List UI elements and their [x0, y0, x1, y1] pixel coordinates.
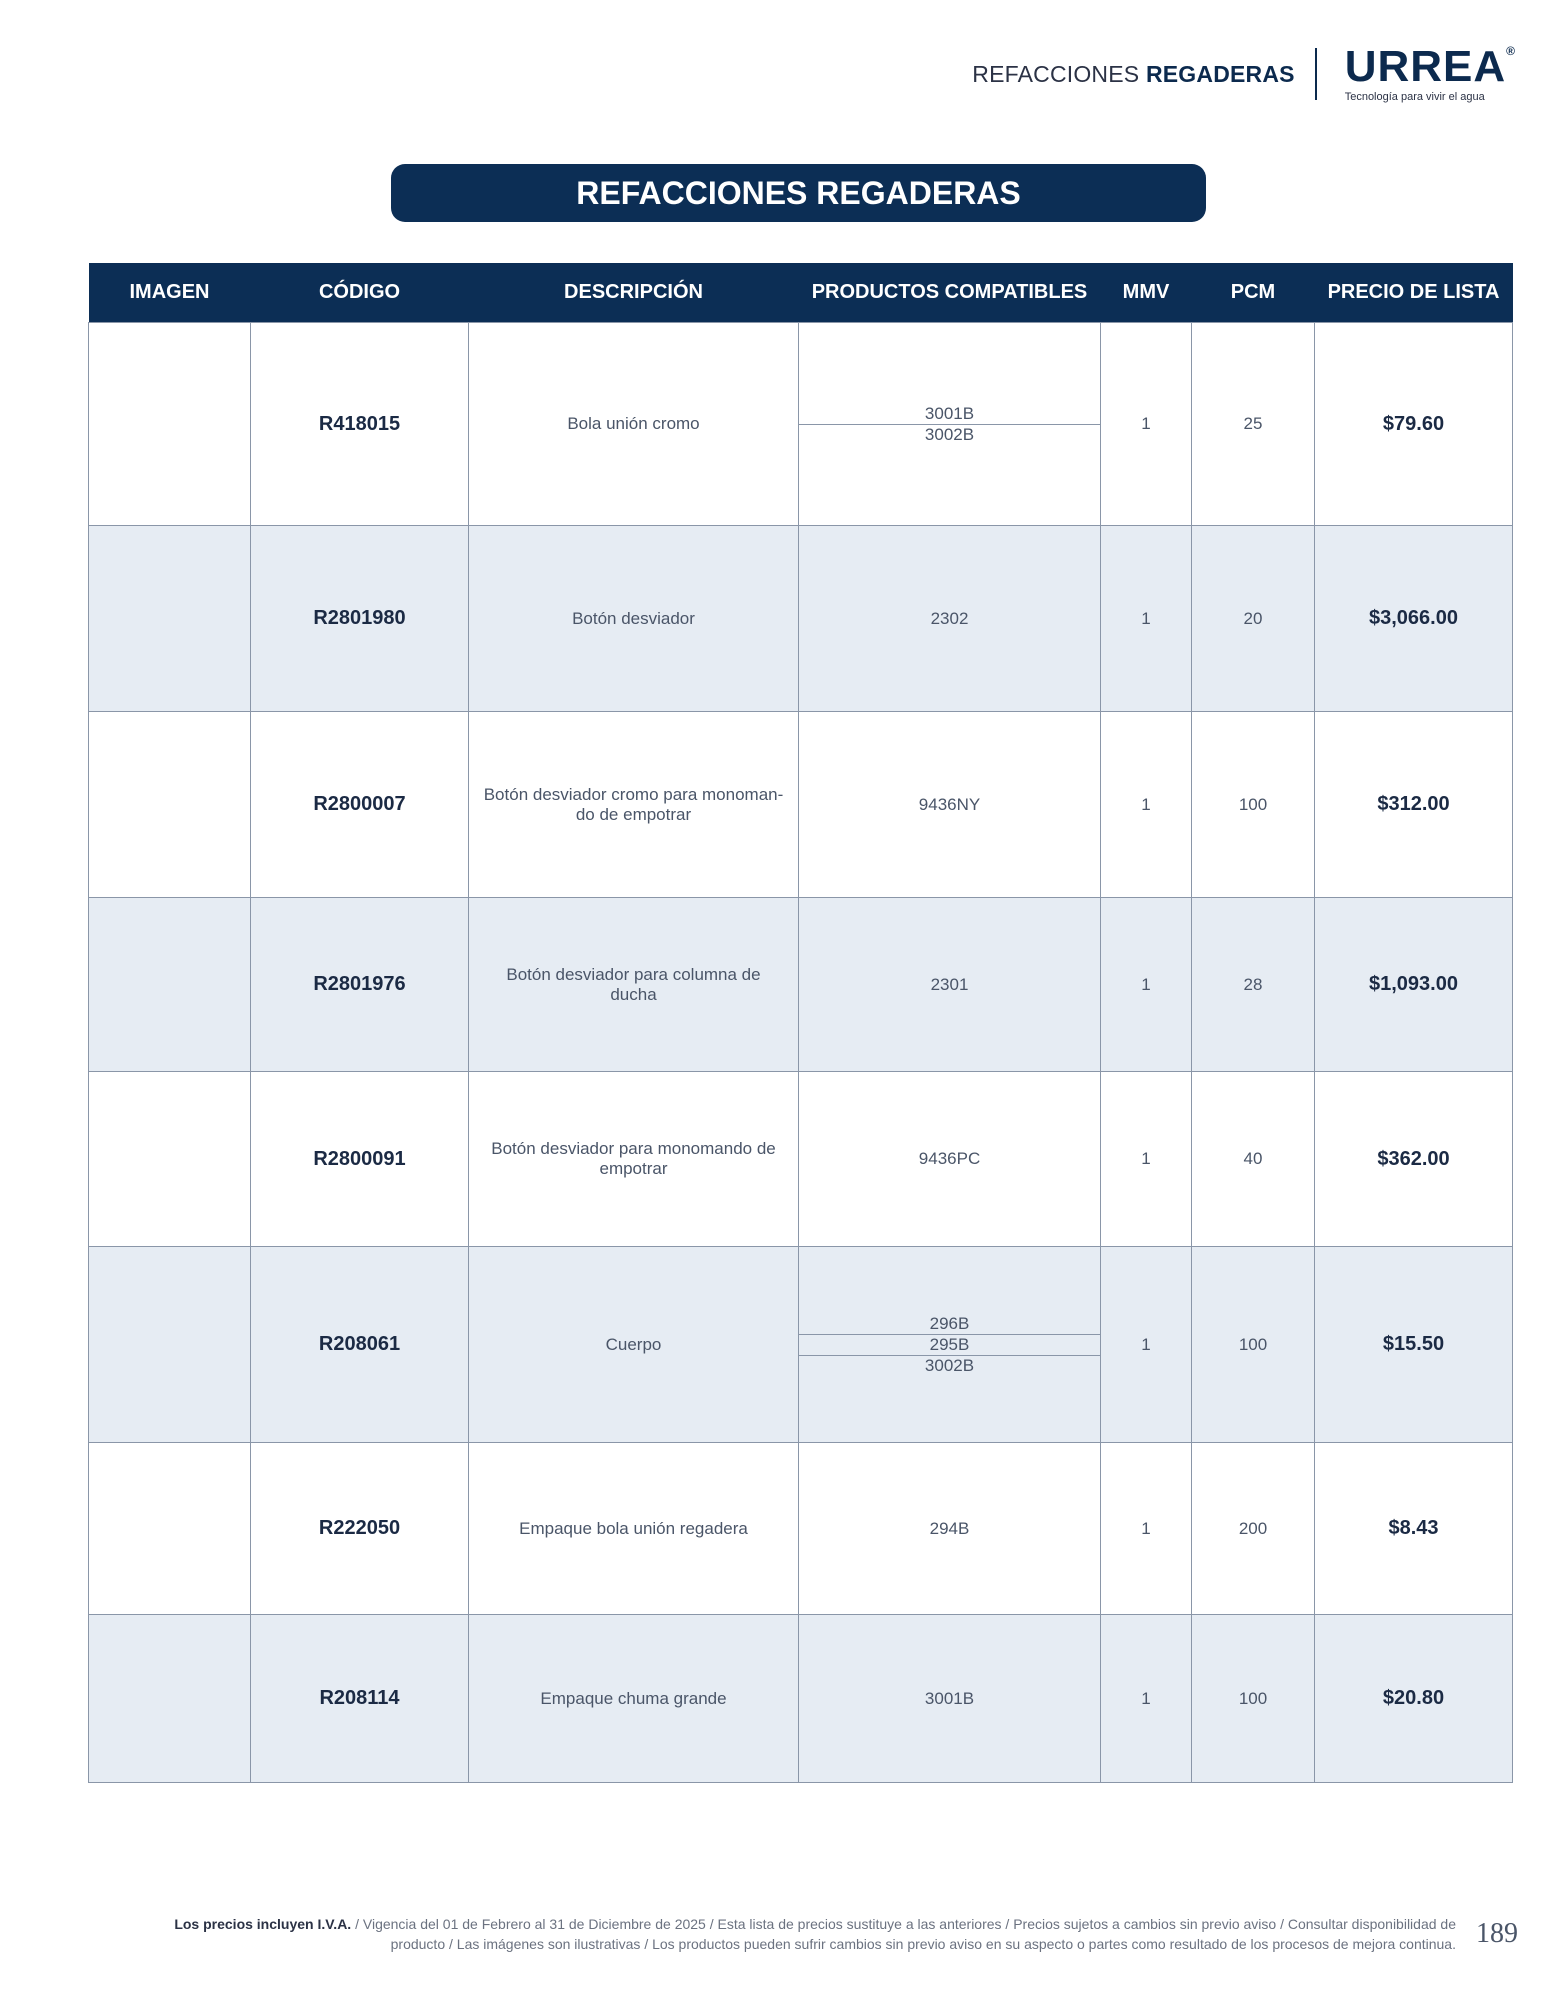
pcm-value: 28 [1192, 898, 1315, 1072]
product-description: Botón desviador para monomando de empotrar [469, 1072, 799, 1247]
logo-wordmark [1344, 42, 1516, 91]
mmv-value: 1 [1101, 323, 1192, 526]
page-header [972, 42, 1516, 103]
pcm-value: 20 [1192, 526, 1315, 712]
image-cell [89, 1615, 251, 1783]
list-price: $3,066.00 [1315, 526, 1513, 712]
product-description: Botón desviador [469, 526, 799, 712]
product-code: R222050 [251, 1443, 469, 1615]
compatible-products [799, 1443, 1101, 1615]
product-code: R2800091 [251, 1072, 469, 1247]
image-cell [89, 526, 251, 712]
list-price: $20.80 [1315, 1615, 1513, 1783]
compatible-product: 3001B [924, 403, 975, 423]
table-row [89, 1443, 1513, 1615]
product-code: R2801976 [251, 898, 469, 1072]
col-header-pcm: PCM [1192, 263, 1315, 323]
compatible-product: 9436PC [918, 1149, 981, 1168]
mmv-value: 1 [1101, 1615, 1192, 1783]
image-cell [89, 1443, 251, 1615]
section-label [972, 61, 1294, 88]
image-cell [89, 1072, 251, 1247]
page-number: 189 [1476, 1918, 1518, 1949]
compatible-product: 2301 [930, 974, 969, 994]
compatible-products [799, 323, 1101, 526]
header-divider [1315, 48, 1317, 100]
table-row [89, 526, 1513, 712]
table-header-row [89, 263, 1513, 323]
product-code: R208114 [251, 1615, 469, 1783]
table-row [89, 898, 1513, 1072]
footer-disclaimer [146, 1914, 1456, 1954]
table-row [89, 712, 1513, 898]
col-header-descripcion: DESCRIPCIÓN [469, 263, 799, 323]
col-header-imagen: IMAGEN [89, 263, 251, 323]
col-header-precio: PRECIO DE LISTA [1315, 263, 1513, 323]
pcm-value: 25 [1192, 323, 1315, 526]
product-code: R2801980 [251, 526, 469, 712]
pcm-value: 100 [1192, 712, 1315, 898]
table-row [89, 1247, 1513, 1443]
logo-tagline: Tecnología para vivir el agua [1344, 91, 1485, 103]
list-price: $15.50 [1315, 1247, 1513, 1443]
urrea-logo [1344, 42, 1516, 103]
table-row [89, 1615, 1513, 1783]
compatible-products [799, 1615, 1101, 1783]
compatible-product: 296B [929, 1313, 970, 1333]
compatible-products [799, 526, 1101, 712]
section-label-bold: REGADERAS [1145, 60, 1295, 87]
compatible-product: 3001B [924, 1688, 975, 1708]
product-description: Cuerpo [469, 1247, 799, 1443]
pcm-value: 100 [1192, 1615, 1315, 1783]
price-table [88, 263, 1513, 1783]
list-price: $362.00 [1315, 1072, 1513, 1247]
product-code: R418015 [251, 323, 469, 526]
compatible-products [799, 898, 1101, 1072]
image-cell [89, 712, 251, 898]
table-row [89, 323, 1513, 526]
list-price: $8.43 [1315, 1443, 1513, 1615]
compatible-products [799, 712, 1101, 898]
pcm-value: 100 [1192, 1247, 1315, 1443]
image-cell [89, 898, 251, 1072]
col-header-productos-compatibles: PRODUCTOS COMPATIBLES [799, 263, 1101, 323]
list-price: $1,093.00 [1315, 898, 1513, 1072]
mmv-value: 1 [1101, 712, 1192, 898]
image-cell [89, 1247, 251, 1443]
table-row [89, 1072, 1513, 1247]
col-header-codigo: CÓDIGO [251, 263, 469, 323]
footer-terms: / Vigencia del 01 de Febrero al 31 de Diciembre de 2025 / Esta lista de precios sustituye a las anteriores / Precios sujetos a cambios sin previo aviso / Consultar disponibilidad de producto / Las imágenes son ilustrativas / Los productos pueden sufrir cambios sin previo aviso en su aspecto o partes como resultado de los procesos de mejora continua. [351, 1916, 1456, 1952]
mmv-value: 1 [1101, 1443, 1192, 1615]
product-description: Botón desviador para columna de ducha [469, 898, 799, 1072]
image-cell [89, 323, 251, 526]
pcm-value: 200 [1192, 1443, 1315, 1615]
compatible-product: 3002B [799, 424, 1100, 445]
footer-vat-note: Los precios incluyen I.V.A. [174, 1916, 352, 1932]
compatible-products [799, 1247, 1101, 1443]
mmv-value: 1 [1101, 1247, 1192, 1443]
compatible-products [799, 1072, 1101, 1247]
page-title-banner: REFACCIONES REGADERAS [391, 164, 1206, 222]
product-code: R2800007 [251, 712, 469, 898]
compatible-product: 2302 [930, 608, 969, 628]
product-code: R208061 [251, 1247, 469, 1443]
list-price: $312.00 [1315, 712, 1513, 898]
col-header-mmv: MMV [1101, 263, 1192, 323]
logo-registered-mark: ® [1506, 44, 1516, 58]
product-description: Empaque chuma grande [469, 1615, 799, 1783]
compatible-product: 9436NY [918, 794, 981, 814]
product-description: Bola unión cromo [469, 323, 799, 526]
mmv-value: 1 [1101, 526, 1192, 712]
section-label-light: REFACCIONES [972, 60, 1140, 87]
compatible-product: 295B [799, 1334, 1100, 1355]
mmv-value: 1 [1101, 898, 1192, 1072]
compatible-product: 3002B [799, 1355, 1100, 1376]
logo-word: URREA [1344, 42, 1507, 91]
mmv-value: 1 [1101, 1072, 1192, 1247]
product-description: Empaque bola unión regadera [469, 1443, 799, 1615]
product-description: Botón desviador cromo para monoman-do de empotrar [469, 712, 799, 898]
compatible-product: 294B [929, 1518, 970, 1538]
list-price: $79.60 [1315, 323, 1513, 526]
pcm-value: 40 [1192, 1072, 1315, 1247]
